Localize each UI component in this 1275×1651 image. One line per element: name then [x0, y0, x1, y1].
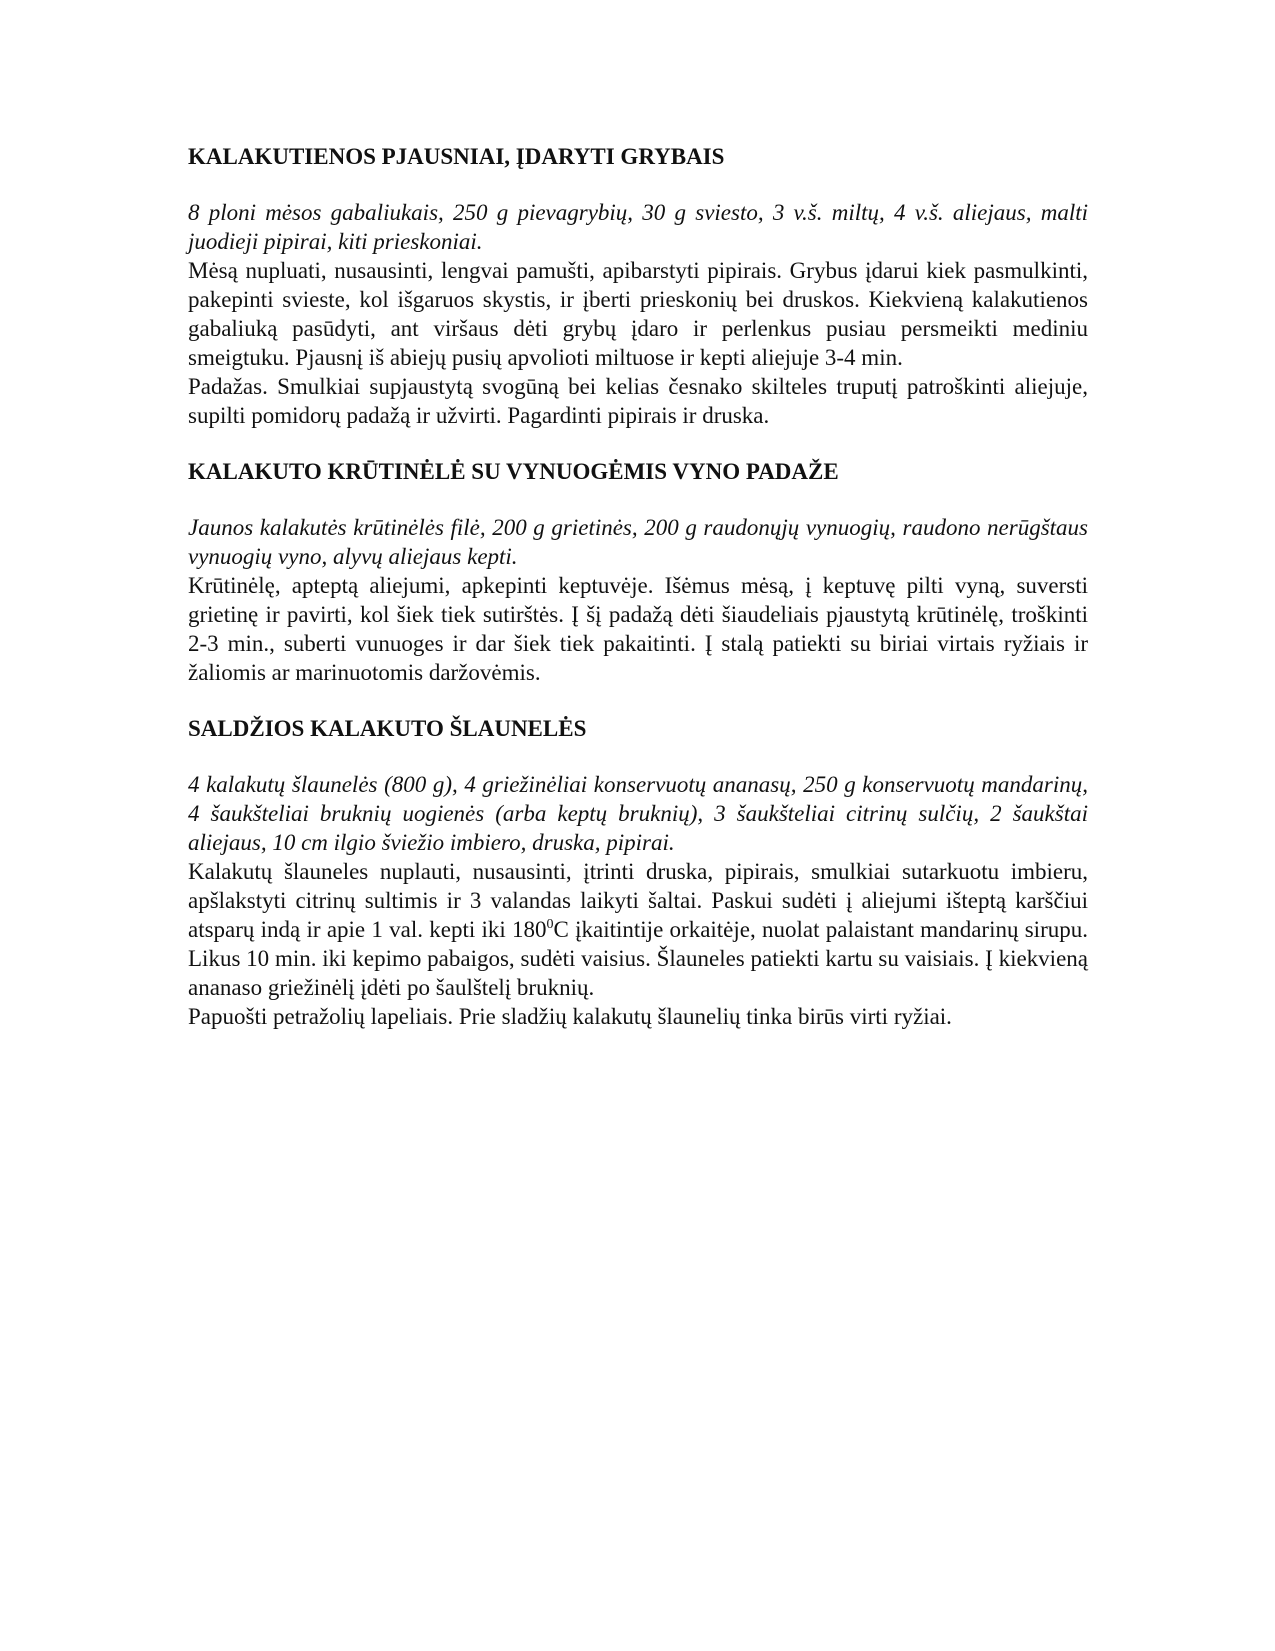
document-page: [188, 142, 1088, 1058]
recipe-serving-note: Papuošti petražolių lapeliais. Prie sladžių kalakutų šlaunelių tinka birūs virti ryžiai.: [188, 1004, 952, 1029]
recipe-turkey-breast: [188, 457, 1088, 687]
recipe-ingredients: 8 ploni mėsos gabaliukais, 250 g pievagrybių, 30 g sviesto, 3 v.š. miltų, 4 v.š. aliejaus, malti juodieji pipirai, kiti prieskoniai.: [188, 200, 1088, 254]
recipe-title: SALDŽIOS KALAKUTO ŠLAUNELĖS: [188, 716, 587, 741]
recipe-instructions: Krūtinėlę, apteptą aliejumi, apkepinti keptuvėje. Išėmus mėsą, į keptuvę pilti vyną, suversti grietinę ir pavirti, kol šiek tiek sutirštės. Į šį padažą dėti šiaudeliais pjaustytą krūtinėlę, troškinti 2-3 min., suberti vunuoges ir dar šiek tiek pakaitinti. Į stalą patiekti su biriai virtais ryžiais ir žaliomis ar marinuotomis daržovėmis.: [188, 573, 1088, 685]
degree-superscript: 0: [546, 917, 554, 932]
recipe-ingredients: 4 kalakutų šlaunelės (800 g), 4 griežinėliai konservuotų ananasų, 250 g konservuotų mandarinų, 4 šaukšteliai bruknių uogienės (arba keptų bruknių), 3 šaukšteliai citrinų sulčių, 2 šaukštai aliejaus, 10 cm ilgio šviežio imbiero, druska, pipirai.: [188, 772, 1088, 855]
instructions-text-part2: C įkaitintije orkaitėje, nuolat palaistant mandarinų sirupu. Likus 10 min. iki kepimo pabaigos, sudėti vaisius. Šlauneles patiekti kartu su vaisiais. Į kiekvieną ananaso griežinėlį įdėti po šaulštelį bruknių.: [188, 917, 1088, 1000]
recipe-turkey-slices: [188, 142, 1088, 430]
recipe-title: KALAKUTIENOS PJAUSNIAI, ĮDARYTI GRYBAIS: [188, 144, 725, 169]
recipe-title: KALAKUTO KRŪTINĖLĖ SU VYNUOGĖMIS VYNO PADAŽE: [188, 459, 839, 484]
recipe-sauce-instructions: Padažas. Smulkiai supjaustytą svogūną bei kelias česnako skilteles truputį patroškinti aliejuje, supilti pomidorų padažą ir užvirti. Pagardinti pipirais ir druska.: [188, 374, 1088, 428]
recipe-ingredients: Jaunos kalakutės krūtinėlės filė, 200 g grietinės, 200 g raudonųjų vynuogių, raudono nerūgštaus vynuogių vyno, alyvų aliejaus kepti.: [188, 515, 1088, 569]
instructions-text-part1: Kalakutų šlauneles nuplauti, nusausinti, įtrinti druska, pipirais, smulkiai sutarkuotu imbieru, apšlakstyti citrinų sultimis ir 3 valandas laikyti šaltai. Paskui sudėti į aliejumi išteptą karščiui atsparų indą ir apie 1 val. kepti iki 180: [188, 859, 1088, 942]
recipe-sweet-turkey-thighs: [188, 714, 1088, 1031]
recipe-instructions: Mėsą nupluati, nusausinti, lengvai pamušti, apibarstyti pipirais. Grybus įdarui kiek pasmulkinti, pakepinti svieste, kol išgaruos skystis, ir įberti prieskonių bei druskos. Kiekvieną kalakutienos gabaliuką pasūdyti, ant viršaus dėti grybų įdaro ir perlenkus pusiau persmeikti mediniu smeigtuku. Pjausnį iš abiejų pusių apvolioti miltuose ir kepti aliejuje 3-4 min.: [188, 258, 1088, 370]
recipe-instructions: [188, 857, 1088, 1002]
